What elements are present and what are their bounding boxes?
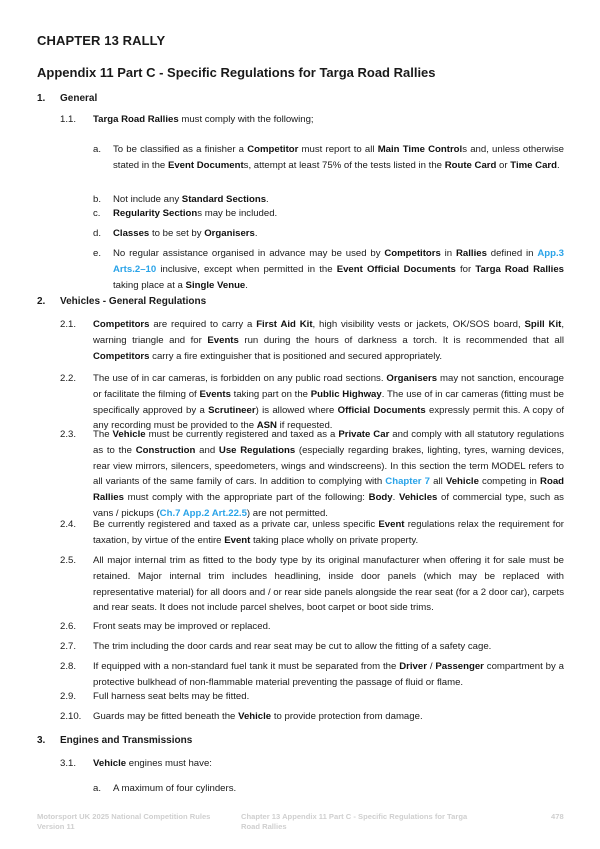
clause-number: 3.1.	[60, 758, 77, 769]
subclause-text: To be classified as a finisher a Competitor must report to all Main Time Controls and, unless otherwise stated in the Event Documents, attempt at least 75% of the tests listed in the Route Card or Time Card.	[113, 144, 564, 171]
clause-text: Targa Road Rallies must comply with the following;	[93, 114, 314, 125]
defined-term: Events	[199, 388, 231, 400]
defined-term: Body	[368, 492, 393, 504]
clause-3-1-a	[93, 781, 564, 797]
defined-term: Use Regulations	[218, 444, 296, 456]
defined-term: Regularity Section	[113, 208, 198, 219]
defined-term: Rallies	[455, 248, 487, 259]
clause-text: Full harness seat belts may be fitted.	[93, 691, 250, 702]
defined-term: Construction	[135, 444, 196, 456]
clause-number: 2.8.	[60, 661, 77, 672]
clause-text: Vehicle engines must have:	[93, 758, 212, 769]
subclause-letter: a.	[93, 144, 102, 155]
cross-reference-link[interactable]: Chapter 7	[385, 476, 430, 488]
defined-term: Passenger	[435, 661, 484, 672]
defined-term: Vehicles	[398, 492, 438, 504]
clause-2-10	[60, 709, 564, 725]
defined-term: Standard Sections	[181, 194, 267, 205]
subclause-text: Not include any Standard Sections.	[113, 194, 269, 205]
clause-text: The trim including the door cards and rear seat may be cut to allow the fitting of a safety cage.	[93, 641, 492, 652]
clause-2-1	[60, 317, 564, 364]
subclause-text: No regular assistance organised in advance may be used by Competitors in Rallies defined in App.3 Arts.2–10 inclusive, except when permitted in the Event Official Documents for Targa Road Rallies taking place at a Single Venue.	[113, 248, 564, 291]
defined-term: Competitors	[93, 350, 150, 362]
defined-term: Competitor	[247, 144, 299, 155]
cross-reference-link[interactable]: Ch.7 App.2 Art.22.5	[159, 507, 247, 519]
clause-2-5	[60, 553, 564, 616]
defined-term: Vehicle	[238, 711, 272, 722]
footer-document-info	[37, 812, 237, 832]
clause-2-4	[60, 517, 564, 549]
defined-term: Vehicle	[445, 476, 479, 488]
clause-text: Be currently registered and taxed as a private car, unless specific Event regulations relax the requirement for taxation, by virtue of the entire Event taking place wholly on private property.	[93, 519, 564, 546]
defined-term: Organisers	[204, 228, 255, 239]
defined-term: Events	[207, 334, 239, 346]
footer-page-number: 478	[551, 812, 564, 821]
clause-1-1-c	[93, 206, 564, 222]
clause-3-1	[60, 756, 564, 772]
clause-number: 2.10.	[60, 711, 82, 722]
defined-term: Private Car	[338, 429, 390, 440]
subclause-letter: d.	[93, 228, 102, 239]
defined-term: Road Rallies	[93, 476, 565, 504]
clause-text: All major internal trim as fitted to the body type by its original manufacturer when offering it for sale must be retained. Major internal trim includes headlining, inside door panels (which may be replaced with representative material) for all doors and / or rear side panels alongside the rear seat (for a 2 door car), carpets and rear seats. It does not include parcel shelves, boot carpet or boot side trims.	[93, 555, 564, 614]
defined-term: First Aid Kit	[256, 319, 313, 330]
subclause-text: Classes to be set by Organisers.	[113, 228, 258, 239]
defined-term: Driver	[399, 661, 427, 672]
footer-version: Version 11	[37, 822, 75, 831]
clause-2-6	[60, 619, 564, 635]
defined-term: Scrutineer	[208, 404, 256, 416]
clause-number: 2.6.	[60, 621, 77, 632]
clause-number: 2.4.	[60, 519, 77, 530]
clause-2-7	[60, 639, 564, 655]
defined-term: Targa Road Rallies	[93, 114, 179, 125]
appendix-title: Appendix 11 Part C - Specific Regulations for Targa Road Rallies	[37, 65, 436, 80]
clause-number: 2.9.	[60, 691, 77, 702]
clause-text: If equipped with a non-standard fuel tank it must be separated from the Driver / Passenger compartment by a protective bulkhead of non-flammable material preventing the passage of fluid or flame.	[93, 661, 564, 688]
clause-2-2	[60, 371, 564, 434]
clause-text: The use of in car cameras, is forbidden on any public road sections. Organisers may not sanction, encourage or facilitate the filming of Events taking part on the Public Highway. The use of in car cameras (fitting must be specifically approved by a Scrutineer) is allowed where Official Documents expressly permit this. A copy of any recording must be provided to the ASN if requested.	[93, 373, 564, 432]
clause-1-1	[60, 112, 564, 128]
subclause-letter: a.	[93, 783, 102, 794]
defined-term: Vehicle	[112, 429, 146, 440]
subclause-letter: c.	[93, 208, 101, 219]
subclause-letter: b.	[93, 194, 102, 205]
clause-text: The Vehicle must be currently registered and taxed as a Private Car and comply with all statutory regulations as to the Construction and Use Regulations (especially regarding brakes, lighting, tyres, warning devices, rear view mirrors, silencers, speedometers, wings and windscreens). In this section the term MODEL refers to all variants of the same family of cars. In addition to complying with Chapter 7 all Vehicle competing in Road Rallies must comply with the appropriate part of the following: Body. Vehicles of commercial type, such as vans / pickups (Ch.7 App.2 Art.22.5) are not permitted.	[93, 429, 565, 519]
defined-term: Event	[224, 534, 251, 546]
subclause-text: Regularity Sections may be included.	[113, 208, 278, 219]
defined-term: Route Card	[444, 159, 497, 171]
defined-term: Targa Road Rallies	[475, 263, 564, 275]
defined-term: Single Venue	[185, 279, 246, 291]
clause-number: 1.1.	[60, 114, 77, 125]
clause-number: 2.1.	[60, 319, 77, 330]
footer-rules-title: Motorsport UK 2025 National Competition Rules	[37, 812, 211, 821]
clause-text: Guards may be fitted beneath the Vehicle to provide protection from damage.	[93, 711, 423, 722]
defined-term: Vehicle	[93, 758, 127, 769]
defined-term: ASN	[256, 420, 277, 432]
defined-term: Public Highway	[310, 388, 382, 400]
clause-number: 2.3.	[60, 429, 77, 440]
section-title: General	[60, 93, 98, 104]
clause-text: Competitors are required to carry a First Aid Kit, high visibility vests or jackets, OK/SOS board, Spill Kit, warning triangle and for Events run during the hours of darkness a torch. It is recommended that all Competitors carry a fire extinguisher that is positioned and secured appropriately.	[93, 319, 564, 362]
clause-1-1-d	[93, 226, 564, 242]
defined-term: Event Official Documents	[336, 263, 456, 275]
defined-term: Event	[378, 519, 405, 530]
clause-number: 2.5.	[60, 555, 77, 566]
clause-number: 2.7.	[60, 641, 77, 652]
clause-1-1-e	[93, 246, 564, 293]
section-number: 2.	[37, 296, 46, 307]
defined-term: Competitors	[93, 319, 150, 330]
defined-term: Organisers	[386, 373, 438, 384]
section-title: Vehicles - General Regulations	[60, 296, 207, 307]
subclause-letter: e.	[93, 248, 102, 259]
defined-term: Event Document	[167, 159, 244, 171]
defined-term: Time Card	[510, 159, 558, 171]
section-title: Engines and Transmissions	[60, 735, 193, 746]
defined-term: Main Time Control	[377, 144, 463, 155]
clause-2-8	[60, 659, 564, 691]
cross-reference-link[interactable]: App.3 Arts.2–10	[113, 248, 564, 275]
footer-chapter-title: Chapter 13 Appendix 11 Part C - Specific Regulations for Targa	[241, 812, 468, 821]
clause-number: 2.2.	[60, 373, 77, 384]
subclause-text: A maximum of four cylinders.	[113, 783, 237, 794]
clause-1-1-a	[93, 142, 564, 174]
footer-chapter-info	[241, 812, 491, 832]
chapter-heading: CHAPTER 13 RALLY	[37, 33, 166, 48]
defined-term: Official Documents	[337, 404, 426, 416]
clause-2-3	[60, 427, 564, 522]
footer-chapter-subtitle: Road Rallies	[241, 822, 287, 831]
defined-term: Classes	[113, 228, 150, 239]
defined-term: Competitors	[384, 248, 441, 259]
section-number: 1.	[37, 93, 46, 104]
section-number: 3.	[37, 735, 46, 746]
defined-term: Spill Kit	[524, 319, 562, 330]
clause-2-9	[60, 689, 564, 705]
clause-text: Front seats may be improved or replaced.	[93, 621, 271, 632]
